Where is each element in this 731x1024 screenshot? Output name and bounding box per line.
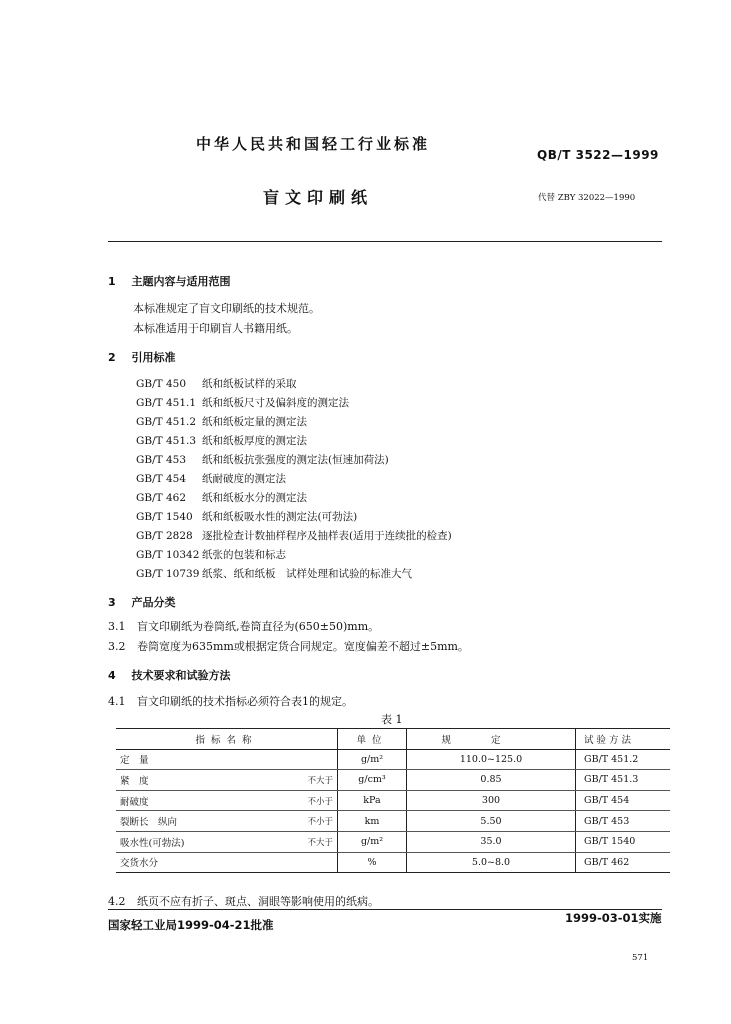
- indicator-method: GB/T 451.3: [576, 770, 671, 791]
- header-indicator: 指标名称: [116, 729, 338, 750]
- indicator-value: 35.0: [407, 831, 576, 852]
- table-header-row: [116, 729, 670, 750]
- indicator-limit: [289, 749, 338, 770]
- section-3-heading: [108, 594, 176, 610]
- industry-standard-title: 中华人民共和国轻工行业标准: [196, 135, 431, 153]
- reference-item: [136, 452, 389, 467]
- reference-code: GB/T 453: [136, 454, 187, 466]
- table-row: [116, 790, 670, 811]
- section-3-title: 产品分类: [131, 596, 176, 609]
- spec-table: [116, 728, 670, 873]
- indicator-value: 0.85: [407, 770, 576, 791]
- section-1-paragraph-2: 本标准适用于印刷盲人书籍用纸。: [133, 322, 298, 335]
- reference-item: [136, 395, 349, 410]
- reference-item: [136, 471, 286, 486]
- reference-title: 纸耐破度的测定法: [202, 473, 286, 485]
- indicator-unit: g/m²: [338, 749, 407, 770]
- clause-number: 4.2: [108, 895, 126, 908]
- table-row: [116, 770, 670, 791]
- header-rule: [108, 241, 662, 242]
- section-1-paragraph-1: 本标准规定了盲文印刷纸的技术规范。: [133, 302, 320, 315]
- table-row: [116, 811, 670, 832]
- reference-code: GB/T 451.2: [136, 416, 197, 428]
- clause-text: 纸页不应有折子、斑点、洞眼等影响使用的纸病。: [137, 895, 379, 908]
- header-method: 试验方法: [576, 729, 671, 750]
- clause-3-1: [108, 618, 379, 634]
- replaces-standard: 代替 ZBY 32022—1990: [538, 193, 636, 203]
- reference-item: [136, 490, 307, 505]
- indicator-name: 裂断长 纵向: [116, 811, 289, 832]
- clause-text: 盲文印刷纸为卷筒纸,卷筒直径为(650±50)mm。: [137, 620, 380, 633]
- reference-title: 纸和纸板抗张强度的测定法(恒速加荷法): [202, 454, 389, 466]
- section-1-number: 1: [108, 275, 116, 288]
- page-number: 571: [632, 953, 649, 963]
- clause-4-2: [108, 893, 379, 909]
- indicator-limit: [289, 852, 338, 873]
- indicator-limit: 不小于: [289, 811, 338, 832]
- indicator-name: 交货水分: [116, 852, 289, 873]
- header-spec: 规定: [407, 729, 576, 750]
- reference-title: 纸张的包装和标志: [202, 549, 286, 561]
- clause-number: 3.2: [108, 640, 126, 653]
- reference-code: GB/T 1540: [136, 511, 193, 523]
- reference-item: [136, 376, 297, 391]
- section-4-heading: [108, 667, 231, 683]
- section-2-heading: [108, 349, 176, 365]
- reference-code: GB/T 10342: [136, 549, 200, 561]
- indicator-unit: %: [338, 852, 407, 873]
- indicator-method: GB/T 453: [576, 811, 671, 832]
- reference-code: GB/T 10739: [136, 568, 200, 580]
- section-1-heading: [108, 273, 231, 289]
- indicator-unit: km: [338, 811, 407, 832]
- clause-3-2: [108, 638, 469, 654]
- clause-4-1: [108, 693, 353, 709]
- approval-line: 国家轻工业局1999-04-21批准: [108, 918, 274, 932]
- reference-title: 纸和纸板厚度的测定法: [202, 435, 307, 447]
- reference-code: GB/T 450: [136, 378, 187, 390]
- indicator-unit: g/m²: [338, 831, 407, 852]
- indicator-value: 5.0~8.0: [407, 852, 576, 873]
- indicator-name: 吸水性(可勃法): [116, 831, 289, 852]
- indicator-unit: g/cm³: [338, 770, 407, 791]
- indicator-method: GB/T 1540: [576, 831, 671, 852]
- section-2-number: 2: [108, 351, 116, 364]
- document-title: 盲文印刷纸: [263, 188, 374, 207]
- indicator-value: 110.0~125.0: [407, 749, 576, 770]
- indicator-method: GB/T 454: [576, 790, 671, 811]
- implementation-line: 1999-03-01实施: [565, 911, 662, 925]
- indicator-limit: 不小于: [289, 790, 338, 811]
- indicator-value: 300: [407, 790, 576, 811]
- reference-title: 纸和纸板尺寸及偏斜度的测定法: [202, 397, 349, 409]
- indicator-limit: 不大于: [289, 831, 338, 852]
- reference-item: [136, 566, 412, 581]
- reference-code: GB/T 2828: [136, 530, 193, 542]
- reference-code: GB/T 451.1: [136, 397, 197, 409]
- reference-title: 逐批检查计数抽样程序及抽样表(适用于连续批的检查): [202, 530, 452, 542]
- indicator-limit: 不大于: [289, 770, 338, 791]
- indicator-value: 5.50: [407, 811, 576, 832]
- table-row: [116, 831, 670, 852]
- reference-item: [136, 528, 452, 543]
- clause-text: 盲文印刷纸的技术指标必须符合表1的规定。: [137, 695, 353, 708]
- clause-number: 4.1: [108, 695, 126, 708]
- clause-text: 卷筒宽度为635mm或根据定货合同规定。宽度偏差不超过±5mm。: [137, 640, 469, 653]
- reference-title: 纸浆、纸和纸板 试样处理和试验的标准大气: [202, 568, 412, 580]
- reference-item: [136, 509, 357, 524]
- reference-title: 纸和纸板定量的测定法: [202, 416, 307, 428]
- header-unit: 单位: [338, 729, 407, 750]
- reference-code: GB/T 462: [136, 492, 187, 504]
- section-4-title: 技术要求和试验方法: [131, 669, 231, 682]
- reference-item: [136, 414, 307, 429]
- reference-item: [136, 433, 307, 448]
- reference-item: [136, 547, 286, 562]
- section-2-title: 引用标准: [131, 351, 176, 364]
- indicator-name: 耐破度: [116, 790, 289, 811]
- table-row: [116, 749, 670, 770]
- reference-title: 纸和纸板吸水性的测定法(可勃法): [202, 511, 358, 523]
- indicator-method: GB/T 462: [576, 852, 671, 873]
- reference-title: 纸和纸板试样的采取: [202, 378, 297, 390]
- section-1-title: 主题内容与适用范围: [131, 275, 231, 288]
- table-caption: 表 1: [381, 713, 403, 726]
- indicator-name: 紧 度: [116, 770, 289, 791]
- indicator-unit: kPa: [338, 790, 407, 811]
- standard-code: QB/T 3522—1999: [537, 148, 659, 162]
- reference-code: GB/T 454: [136, 473, 187, 485]
- reference-title: 纸和纸板水分的测定法: [202, 492, 307, 504]
- indicator-name: 定 量: [116, 749, 289, 770]
- section-4-number: 4: [108, 669, 116, 682]
- indicator-method: GB/T 451.2: [576, 749, 671, 770]
- section-3-number: 3: [108, 596, 116, 609]
- clause-number: 3.1: [108, 620, 126, 633]
- table-row: [116, 852, 670, 873]
- reference-code: GB/T 451.3: [136, 435, 197, 447]
